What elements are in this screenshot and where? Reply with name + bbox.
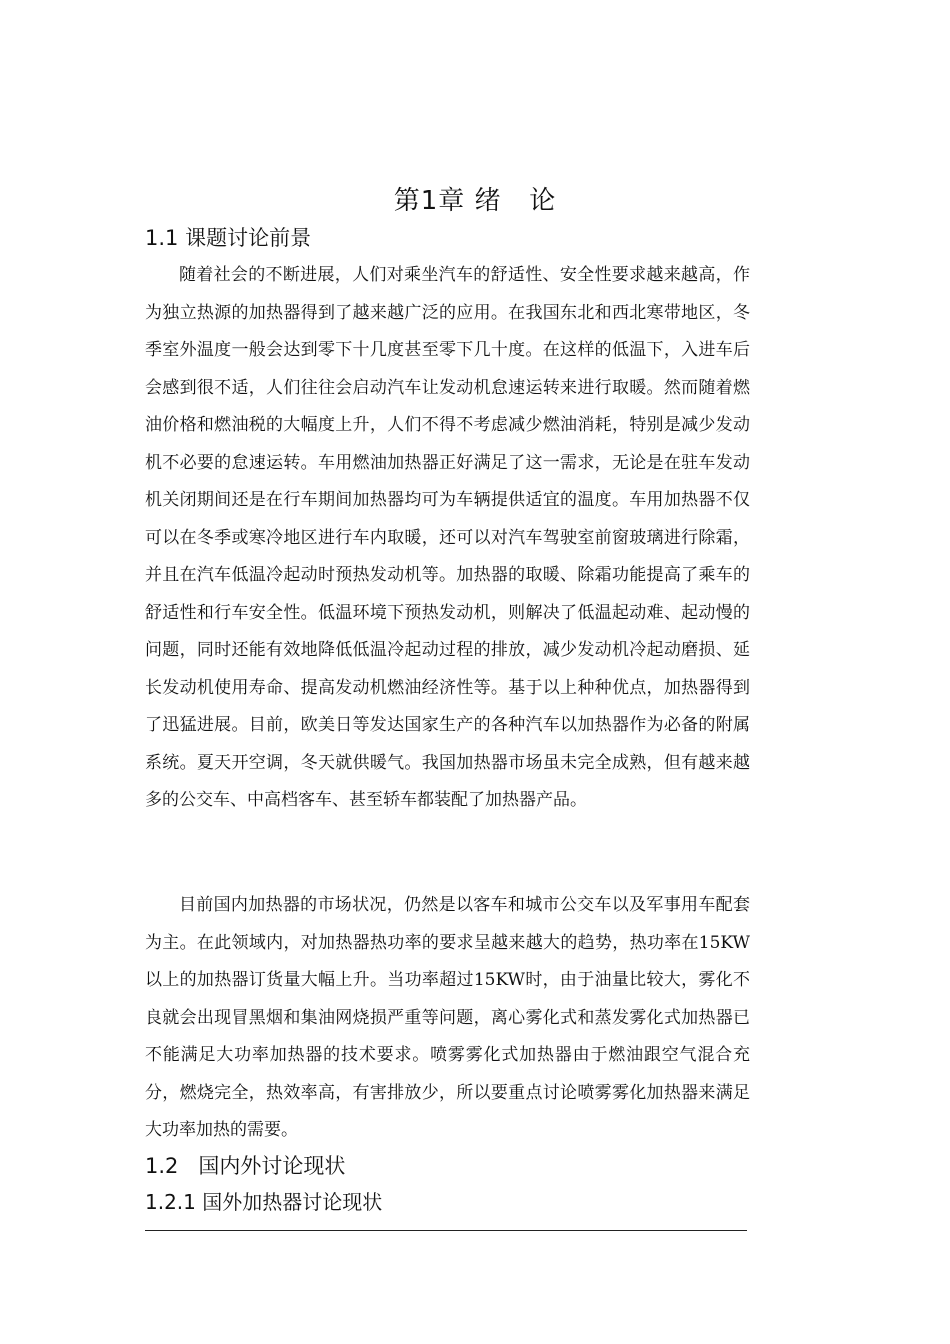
paragraph-background: 随着社会的不断进展，人们对乘坐汽车的舒适性、安全性要求越来越高，作为独立热源的加热器得到了越来越广泛的应用。在我国东北和西北寒带地区，冬季室外温度一般会达到零下十几度甚至零下几十度。在这样的低温下，入进车后会感到很不适，人们往往会启动汽车让发动机怠速运转来进行取暖。然而随着燃油价格和燃油税的大幅度上升，人们不得不考虑减少燃油消耗，特别是减少发动机不必要的怠速运转。车用燃油加热器正好满足了这一需求，无论是在驻车发动机关闭期间还是在行车期间加热器均可为车辆提供适宜的温度。车用加热器不仅可以在冬季或寒冷地区进行车内取暖，还可以对汽车驾驶室前窗玻璃进行除霜，并且在汽车低温冷起动时预热发动机等。加热器的取暖、除霜功能提高了乘车的舒适性和行车安全性。低温环境下预热发动机，则解决了低温起动难、起动慢的问题，同时还能有效地降低低温冷起动过程的排放，减少发动机冷起动磨损、延长发动机使用寿命、提高发动机燃油经济性等。基于以上种种优点，加热器得到了迅猛进展。目前，欧美日等发达国家生产的各种汽车以加热器作为必备的附属系统。夏天开空调，冬天就供暖气。我国加热器市场虽未完全成熟，但有越来越多的公交车、中高档客车、甚至轿车都装配了加热器产品。 bbox=[145, 265, 750, 810]
chapter-title: 第1章 绪 论 bbox=[393, 186, 557, 216]
subsection-heading-1-2-1: 1.2.1 国外加热器讨论现状 bbox=[145, 1190, 383, 1214]
footer-divider bbox=[145, 1230, 747, 1231]
section-heading-1-2: 1.2 国内外讨论现状 bbox=[145, 1154, 346, 1178]
section-heading-1-1: 1.1 课题讨论前景 bbox=[145, 226, 312, 250]
paragraph-domestic-market: 目前国内加热器的市场状况，仍然是以客车和城市公交车以及军事用车配套为主。在此领域内，对加热器热功率的要求呈越来越大的趋势，热功率在15KW以上的加热器订货量大幅上升。当功率超过15KW时，由于油量比较大，雾化不良就会出现冒黑烟和集油网烧损严重等问题，离心雾化式和蒸发雾化式加热器已不能满足大功率加热器的技术要求。喷雾雾化式加热器由于燃油跟空气混合充分，燃烧完全，热效率高，有害排放少，所以要重点讨论喷雾雾化加热器来满足大功率加热的需要。 bbox=[145, 895, 750, 1140]
